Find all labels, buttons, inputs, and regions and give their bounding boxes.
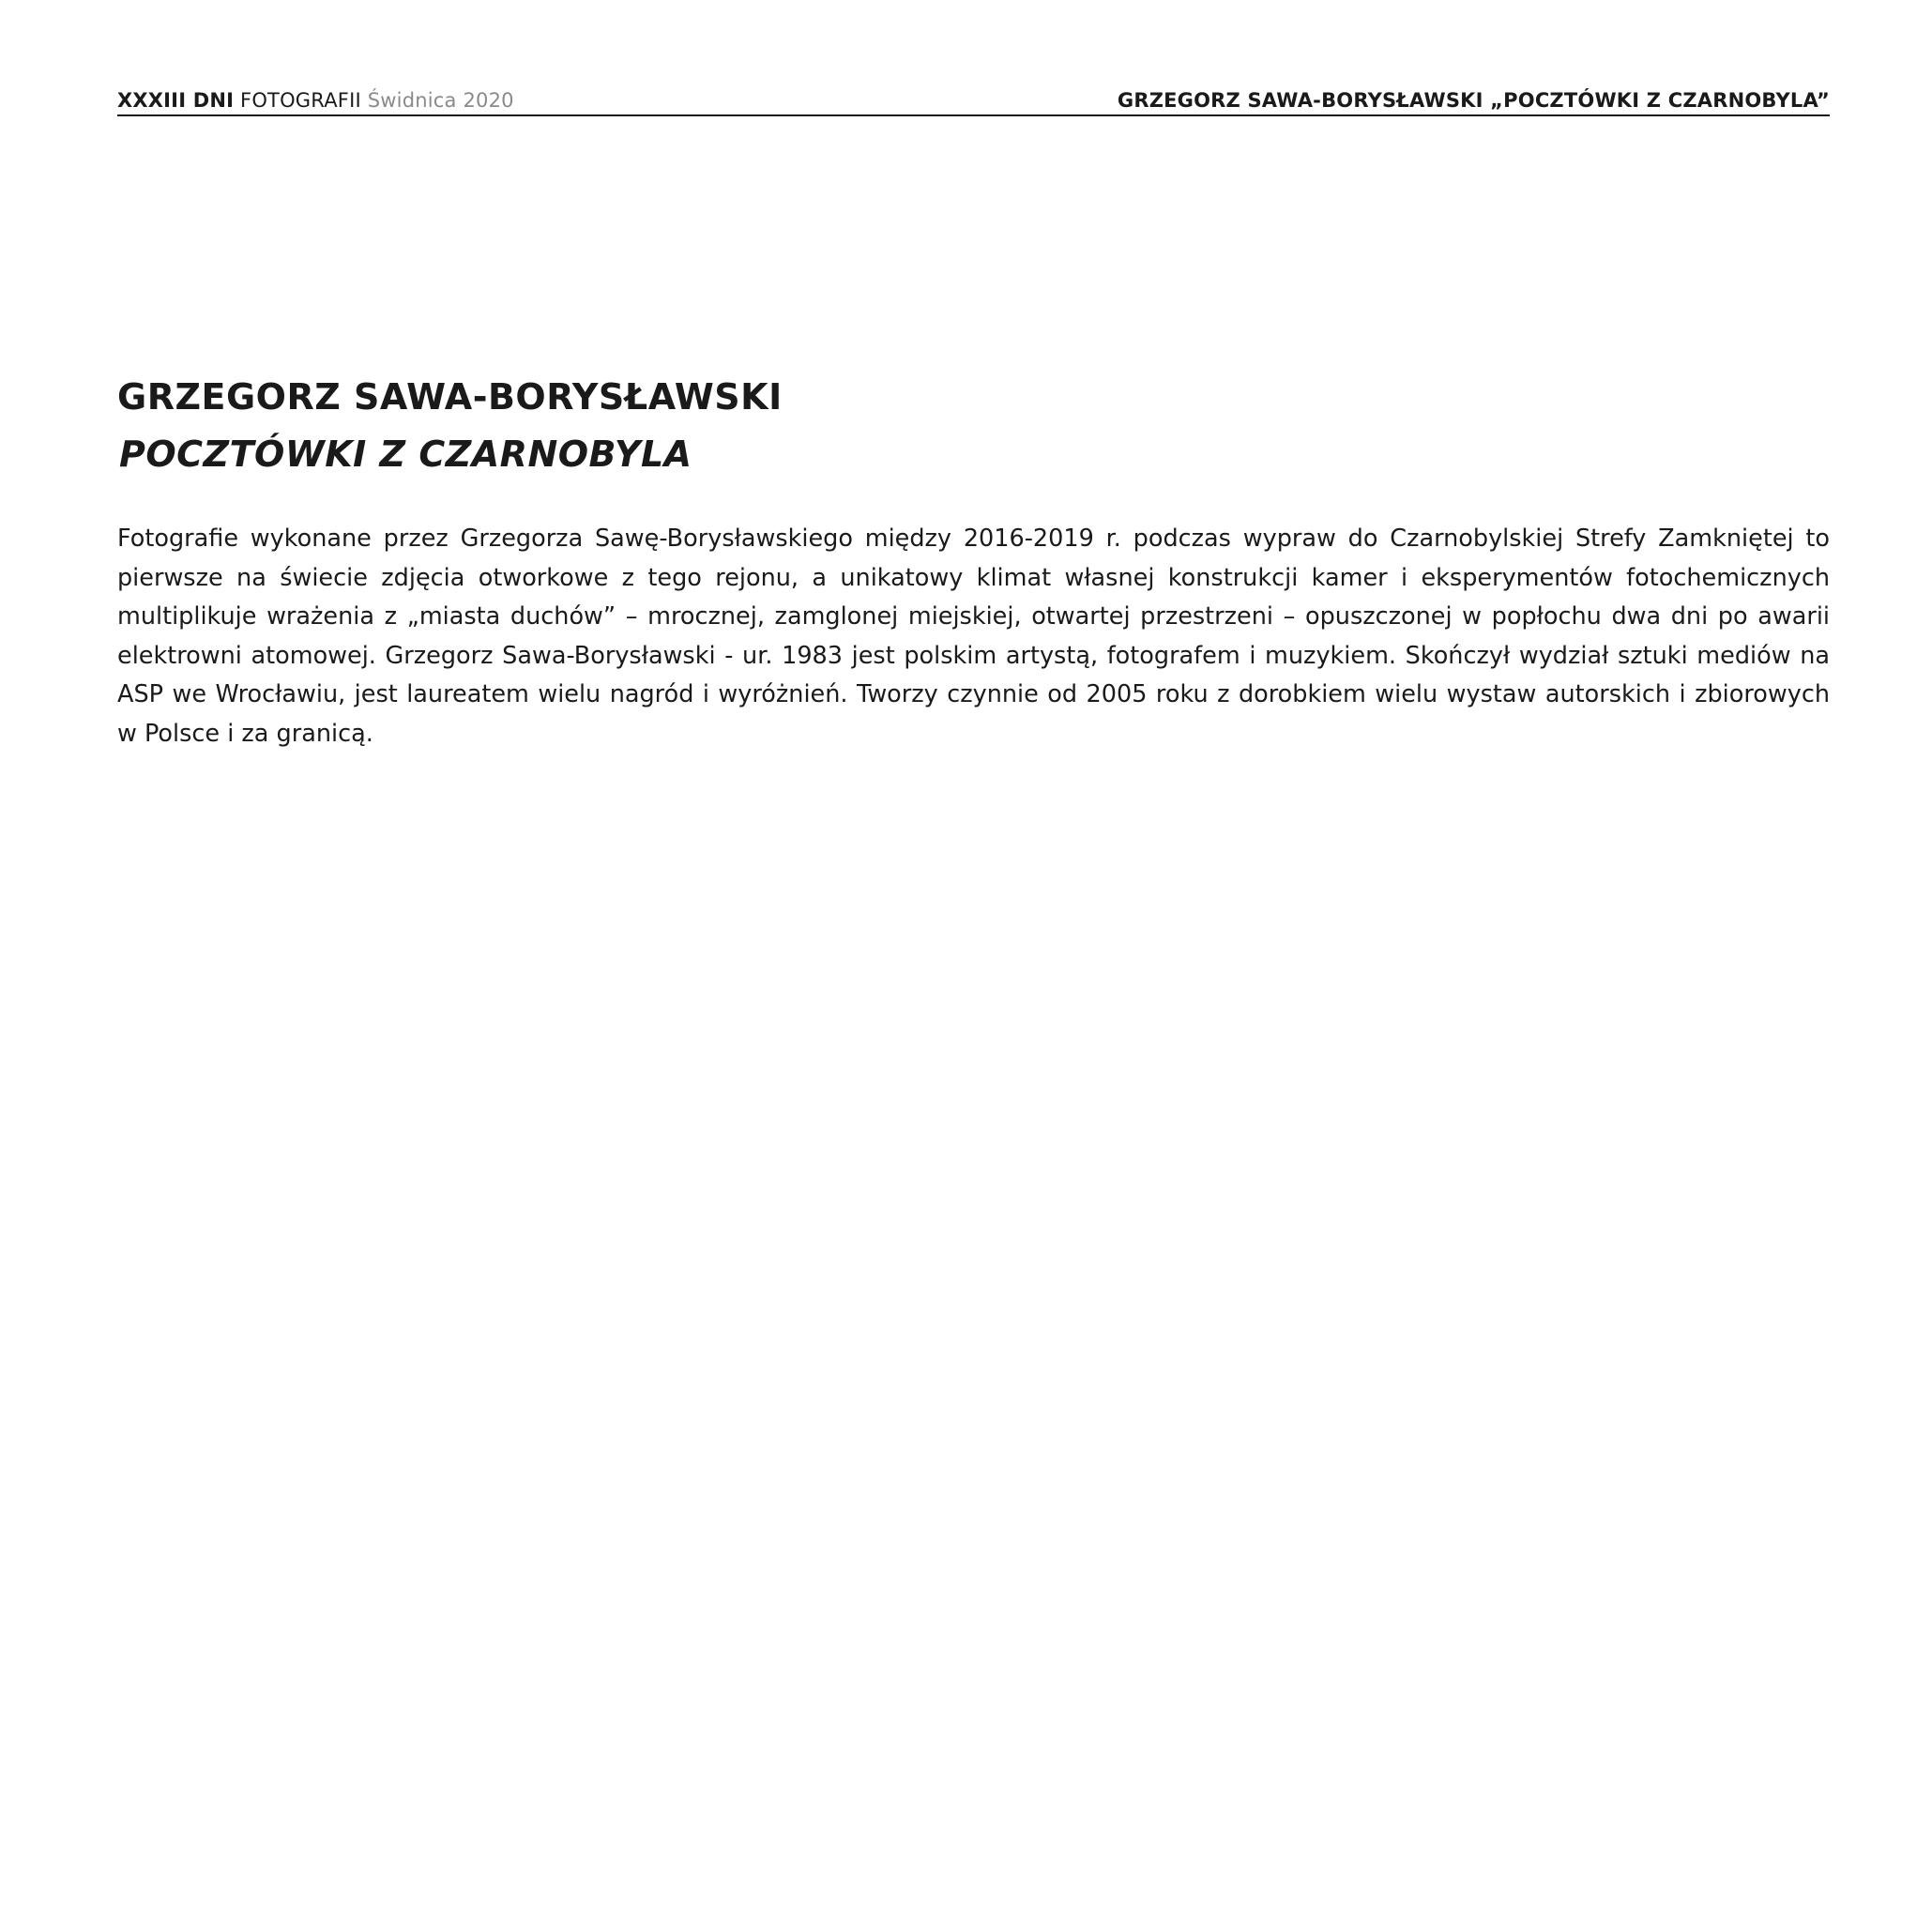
running-header — [117, 83, 1830, 116]
body-paragraph: Fotografie wykonane przez Grzegorza Sawę-Borysławskiego między 2016-2019 r. podczas wypraw do Czarnobylskiej Strefy Zamkniętej to pierwsze na świecie zdjęcia otworkowe z tego rejonu, a unikatowy klimat własnej konstrukcji kamer i eksperymentów fotochemicznych multiplikuje wrażenia z „miasta duchów” – mrocznej, zamglonej miejskiej, otwartej przestrzeni – opuszczonej w popłochu dwa dni po awarii elektrowni atomowej. Grzegorz Sawa-Borysławski - ur. 1983 jest polskim artystą, fotografem i muzykiem. Skończył wydział sztuki mediów na ASP we Wrocławiu, jest laureatem wielu nagród i wyróżnień. Tworzy czynnie od 2005 roku z dorobkiem wielu wystaw autorskich i zbiorowych w Polsce i za granicą. — [117, 525, 1830, 748]
header-festival-edition: XXXIII DNI — [117, 89, 235, 112]
author-name: GRZEGORZ SAWA-BORYSŁAWSKI — [117, 376, 783, 418]
title-block — [117, 373, 783, 478]
header-exhibition-title: GRZEGORZ SAWA-BORYSŁAWSKI „POCZTÓWKI Z CZARNOBYLA” — [1117, 89, 1830, 112]
header-festival-name: FOTOGRAFII — [240, 89, 361, 112]
work-title: POCZTÓWKI Z CZARNOBYLA — [119, 434, 692, 475]
header-festival-info — [117, 88, 514, 113]
header-festival-place-year: Świdnica 2020 — [367, 89, 514, 112]
